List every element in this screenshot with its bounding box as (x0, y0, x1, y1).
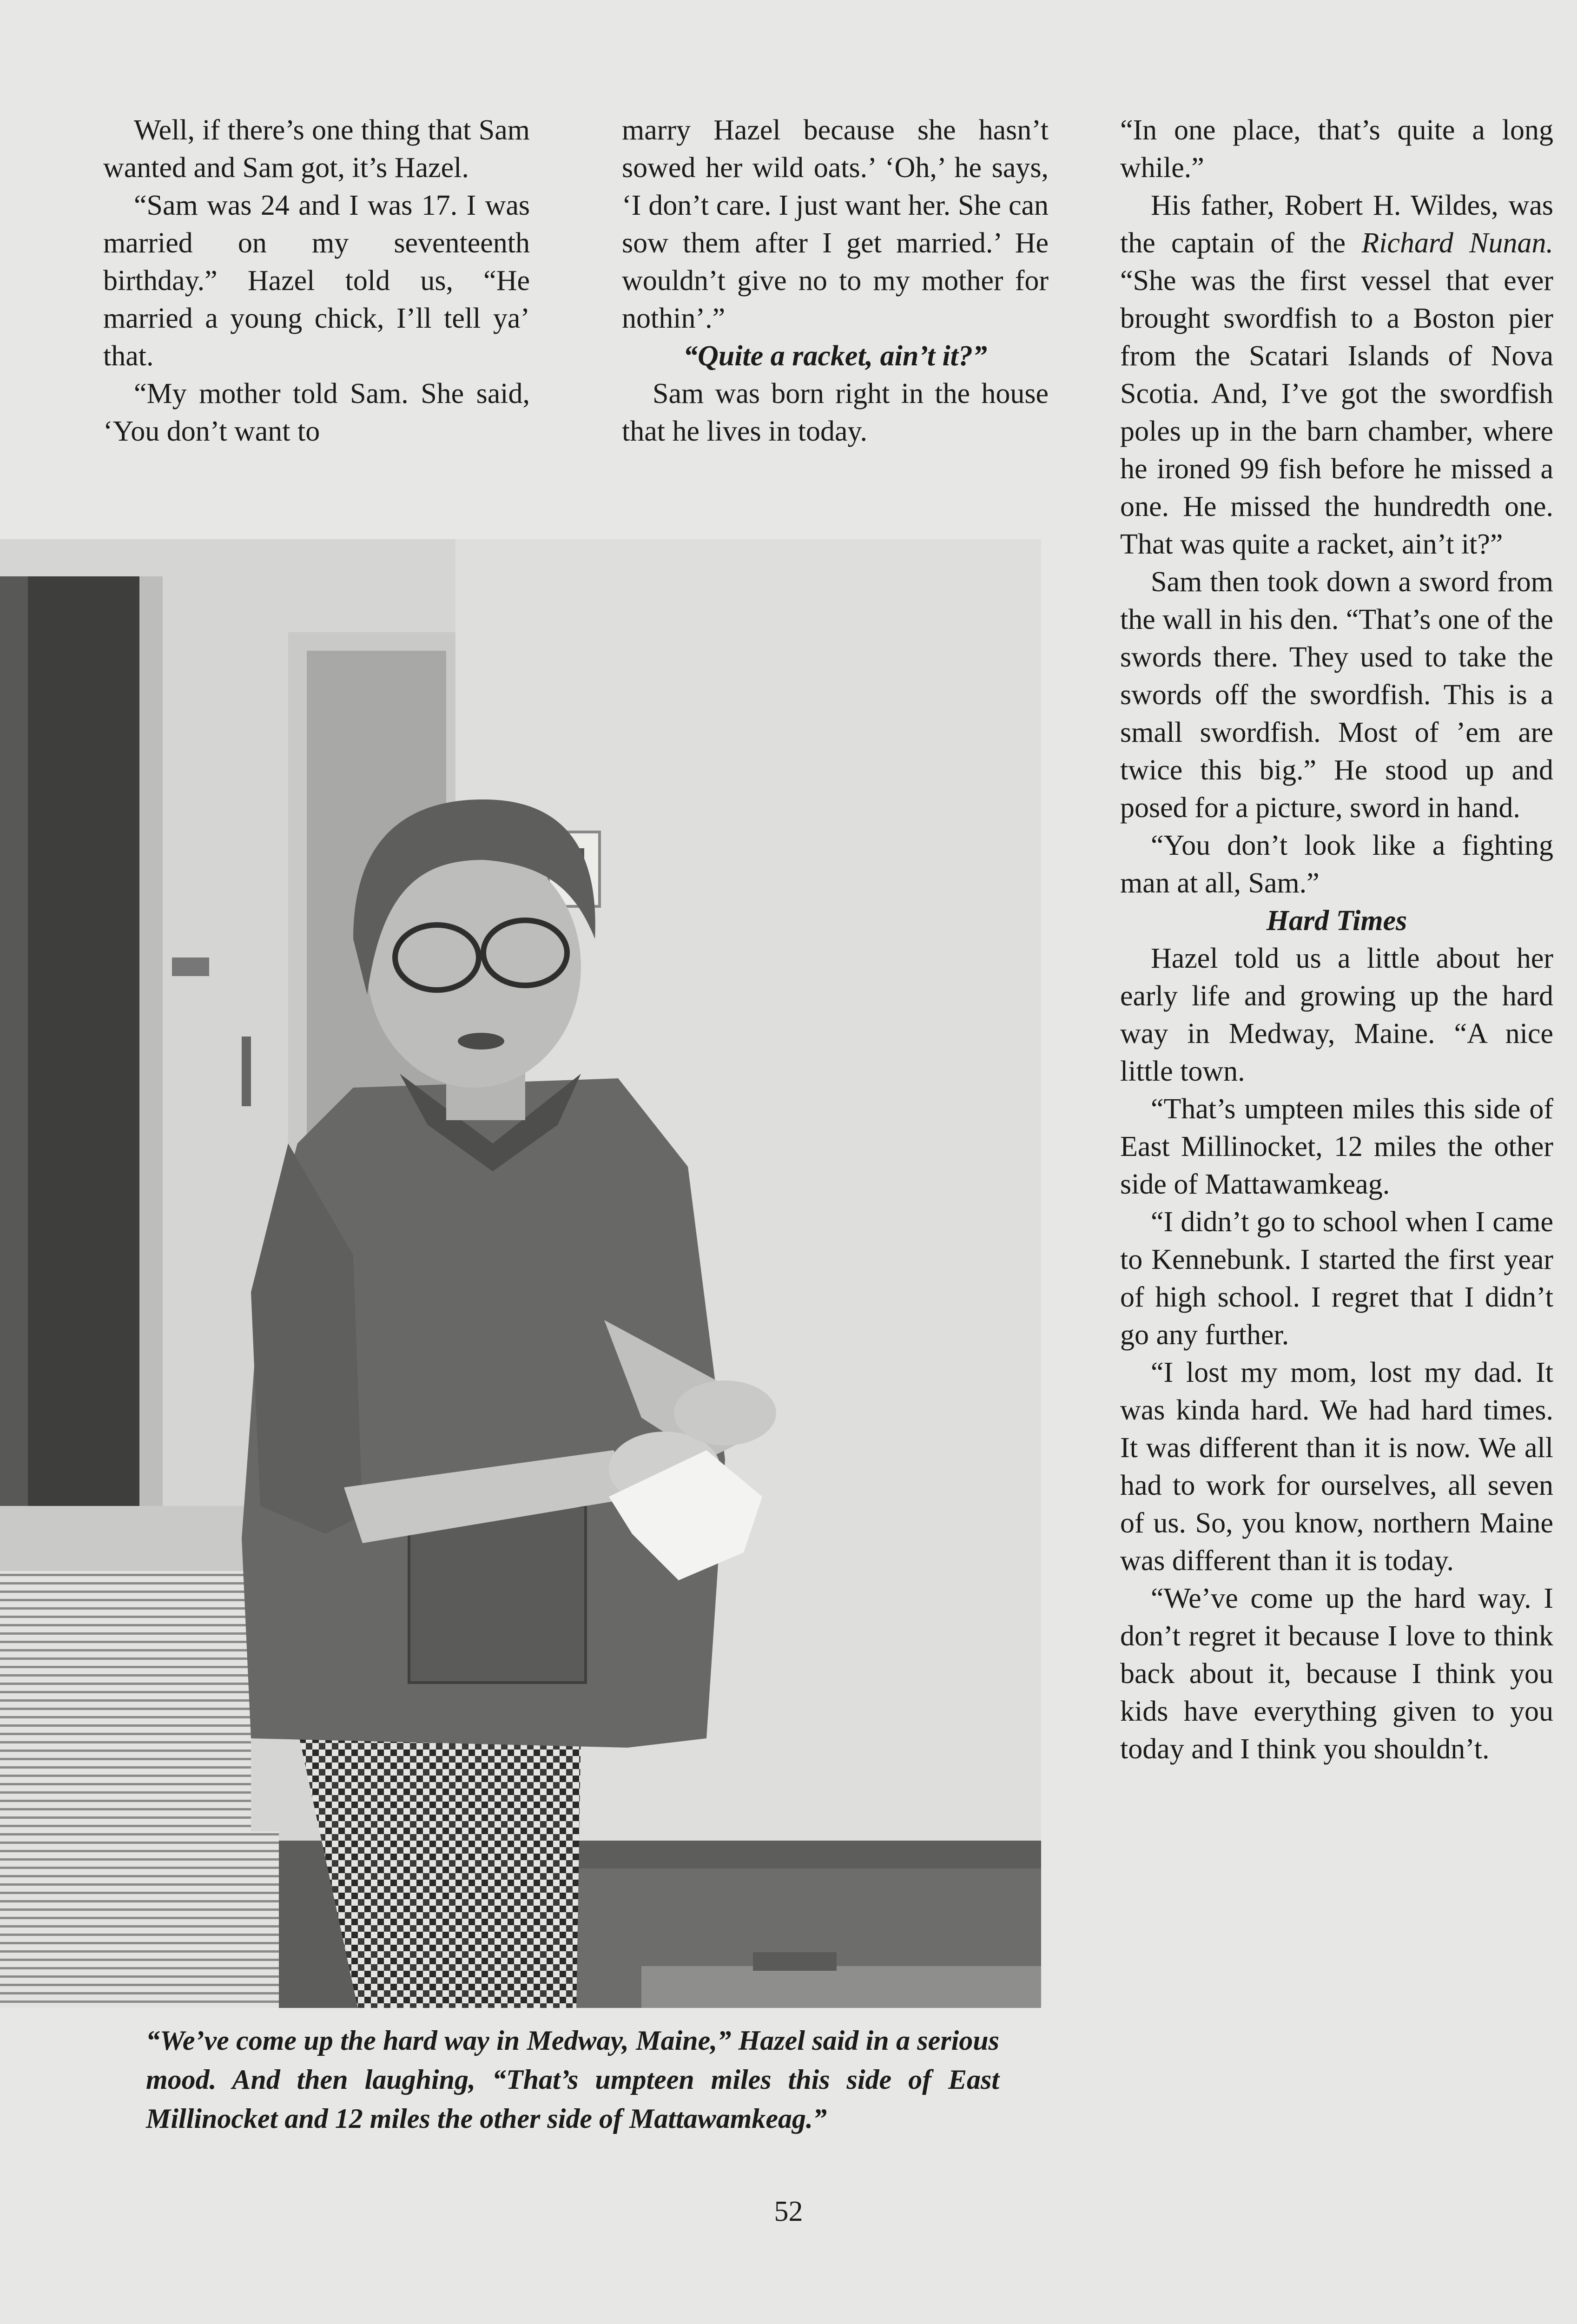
paragraph: “I lost my mom, lost my dad. It was kinda hard. We had hard times. It was different than it is now. We all had to work for ourselves, all seven of us. So, you know, northern Maine was different than it is today. (1120, 1357, 1553, 1577)
paragraph: “I didn’t go to school when I came to Kennebunk. I started the first year of high school. I regret that I didn’t go any further. (1120, 1206, 1553, 1351)
paragraph: Sam was born right in the house that he lives in today. (622, 378, 1049, 447)
paragraph: Well, if there’s one thing that Sam wanted and Sam got, it’s Hazel. (103, 114, 530, 184)
vessel-name: Richard Nunan. (1361, 227, 1553, 259)
column-3 (1120, 112, 1553, 1768)
paragraph: “We’ve come up the hard way. I don’t regret it because I love to think back about it, because I think you kids have everything given to you today and I think you shouldn’t. (1120, 1583, 1553, 1765)
section-heading: Hard Times (1266, 905, 1407, 937)
photo-illustration (0, 539, 1041, 2008)
paragraph: “My mother told Sam. She said, ‘You don’t want to (103, 378, 530, 447)
photograph-hazel (0, 539, 1041, 2008)
paragraph: Sam then took down a sword from the wall in his den. “That’s one of the swords there. They used to take the swords off the swordfish. This is a small swordfish. Most of ’em are twice this big.” He stood up and posed for a picture, sword in hand. (1120, 566, 1553, 824)
paragraph-text: “She was the first vessel that ever brought swordfish to a Boston pier from the Scatari Islands of Nova Scotia. And, I’ve got the swordfish poles up in the barn chamber, where he ironed 99 fish before he missed a one. He missed the hundredth one. That was quite a racket, ain’t it?” (1120, 265, 1553, 560)
paragraph (1120, 187, 1553, 563)
column-2 (622, 112, 1049, 450)
paragraph-text: His father, Robert H. Wildes, was the captain of the (1120, 190, 1553, 259)
photo-caption: “We’ve come up the hard way in Medway, Maine,” Hazel said in a serious mood. And then laughing, “That’s umpteen miles this side of East Millinocket and 12 miles the other side of Mattawamkeag.” (146, 2025, 999, 2134)
paragraph: “In one place, that’s quite a long while.” (1120, 114, 1553, 184)
paragraph: “That’s umpteen miles this side of East Millinocket, 12 miles the other side of Mattawamkeag. (1120, 1093, 1553, 1200)
paragraph: Hazel told us a little about her early life and growing up the hard way in Medway, Maine. “A nice little town. (1120, 943, 1553, 1087)
section-heading: “Quite a racket, ain’t it?” (683, 340, 987, 372)
paragraph: “You don’t look like a fighting man at all, Sam.” (1120, 830, 1553, 899)
paragraph: “Sam was 24 and I was 17. I was married on my seventeenth birthday.” Hazel told us, “He married a young chick, I’ll tell ya’ that. (103, 190, 530, 372)
page-number: 52 (774, 2196, 803, 2227)
column-1 (103, 112, 530, 450)
paragraph: marry Hazel because she hasn’t sowed her wild oats.’ ‘Oh,’ he says, ‘I don’t care. I just want her. She can sow them after I get married.’ He wouldn’t give no to my mother for nothin’.” (622, 114, 1049, 334)
